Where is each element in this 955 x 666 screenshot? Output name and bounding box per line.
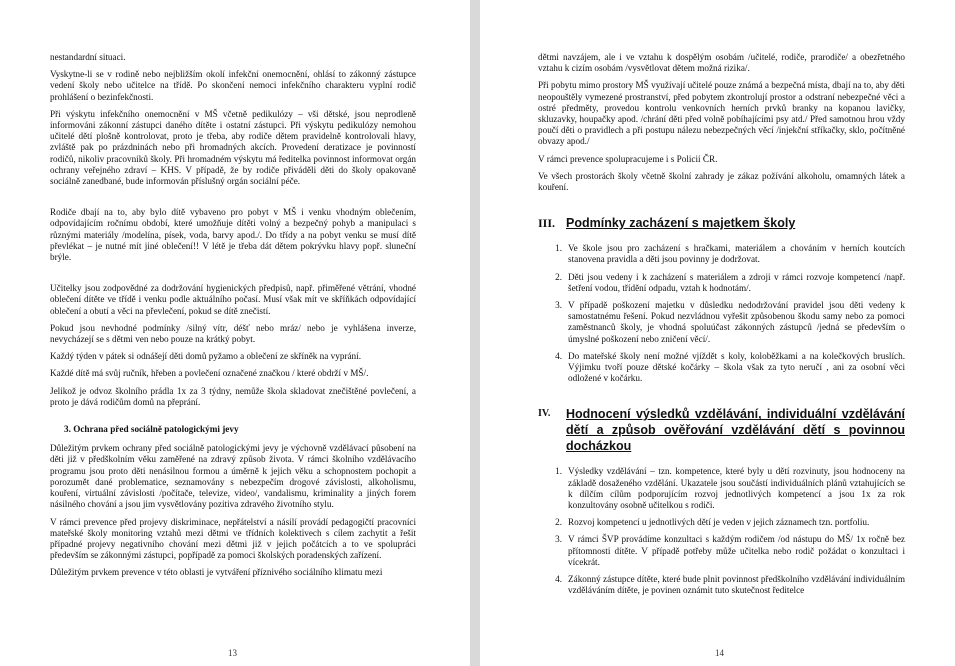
- section-number: IV.: [538, 408, 551, 420]
- list-item: 1. Výsledky vzdělávání – tzn. kompetence, které byly u dětí rozvinuty, jsou hodnoceny na základě dosaženého vzdělání. Ukazatele jsou součástí individuálních plánů vztahujících se k dílčím cílům podporujícím rozvoj jednotlivých kompetencí a jsou 1x za rok konzultovány osobně učitelkou s rodiči.: [555, 466, 905, 511]
- document-page-right: [480, 0, 955, 666]
- paragraph: Jelikož je odvoz školního prádla 1x za 3 týdny, nemůže škola skladovat znečištěné povlečení, a proto je dává rodičům domů na přeprání.: [50, 385, 416, 407]
- paragraph: Ve všech prostorách školy včetně školní zahrady je zákaz požívání alkoholu, omamných látek a kouření.: [538, 170, 905, 193]
- paragraph: Vyskytne-li se v rodině nebo nejbližším okolí infekční onemocnění, ohlásí to zákonný zástupce vedení školy nebo učitelce na třídě. Po skončení nemoci infekčního charakteru vyplní rodič prohlášení o bezinfekčnosti.: [50, 69, 416, 102]
- page-number: 13: [228, 648, 237, 658]
- list-item: 3. V případě poškození majetku v důsledku nedodržování pravidel jsou děti vedeny k samostatnému řešení. Pokud nezvládnou vyřešit způsobenou škodu samy nebo za pomoci zaměstnanců školy, je vhodná spoluúčast zákonných zástupců /jedná se především o úmyslné poškození nebo zničení věcí/.: [555, 300, 905, 344]
- document-page-left: [0, 0, 470, 666]
- numbered-list-property: [538, 243, 905, 384]
- page-right-text-column: [538, 52, 905, 638]
- paragraph: Při pobytu mimo prostory MŠ využívají učitelé pouze známá a bezpečná místa, dbají na to, aby děti neopouštěly vymezené prostranství, před pobytem zkontrolují prostor a odstraní nebezpečné věci a ostré předměty, provedou kontrolu venkovních herních prvků branky na kopanou lavičky, skluzavky, houpačky apod. /chrání děti před volně pobíhajícími psy atd./ Před samotnou hrou vždy poučí děti o pravidlech a při postupu nálezu nebezpečných věcí /injekční stříkačky, sklo, počítněné obvazy apod./: [538, 80, 905, 147]
- paragraph: Důležitým prvkem ochrany před sociálně patologickými jevy je výchovně vzdělávací působení na děti již v předškolním věku zaměřené na zdravý způsob života. V rámci školního vzdělávacího programu jsou proto děti nenásilnou formou a úměrně k jejich věku a schopnostem pochopit a porozumět dané problematice, seznamovány s nebezpečím drogové závislosti, alkoholismu, kouření, virtuální závislosti /počítače, televize, video/, vandalismu, kriminality a jiných forem násilného chování a jsou jim vysvětlovány pozitiva zdravého životního stylu.: [50, 443, 416, 510]
- section-title: Hodnocení výsledků vzdělávání, individuální vzdělávání dětí a způsob ověřování vzdělávání dětí s povinnou docházkou: [566, 407, 905, 454]
- page-number: 14: [715, 648, 724, 658]
- list-item: 4. Do mateřské školy není možné vjíždět s koly, koloběžkami a na kolečkových bruslích. Výjimku tvoří pouze dětské kočárky – škola však za tyto neručí , ani za osobní věci odložené v kočárku.: [555, 350, 905, 384]
- paragraph: Pokud jsou nevhodné podmínky /silný vítr, déšť nebo mráz/ nebo je vyhlášena inverze, nevycházejí se s dětmi ven nebo pouze na krátký pobyt.: [50, 322, 416, 345]
- section-title: Podmínky zacházení s majetkem školy: [566, 216, 796, 231]
- section-heading-evaluation: [538, 406, 905, 454]
- paragraph: Každý týden v pátek si odnášejí děti domů pyžamo a oblečení ze skříněk na vyprání.: [50, 351, 362, 362]
- subheading-social-pathology: 3. Ochrana před sociálně patologickými jevy: [64, 424, 239, 435]
- list-item: 3. V rámci ŠVP provádíme konzultaci s každým rodičem /od nástupu do MŠ/ 1x ročně bez přítomnosti dítěte. V případě potřeby může učitelka nebo rodič požádat o konzultaci i vícekrát.: [555, 534, 905, 567]
- paragraph: nestandardní situaci.: [50, 52, 126, 62]
- paragraph-clothing: Rodiče dbají na to, aby bylo dítě vybaveno pro pobyt v MŠ i venku vhodným oblečením, odpovídajícím ročnímu období, které umožňuje dítěti volný a bezpečný pohyb a manipulaci s různými materiály /modelína, písek, voda, barvy apod./. Do třídy a na pobyt venku se musí dítě převlékat – je nutné mít jiné oblečení!! V létě je třeba dát dětem pokrývku hlavy popř. sluneční brýle.: [50, 207, 416, 263]
- list-item: 4. Zákonný zástupce dítěte, které bude plnit povinnost předškolního vzdělávání individuálním vzděláváním dítěte, je povinen oznámit tuto skutečnost ředitelce: [555, 574, 905, 596]
- numbered-list-evaluation: [538, 466, 905, 596]
- list-item: 2. Rozvoj kompetencí u jednotlivých dětí je veden v jejich záznamech tzn. portfoliu.: [555, 517, 870, 528]
- paragraph: Důležitým prvkem prevence v této oblasti je vytváření příznivého sociálního klimatu mezi: [50, 567, 383, 578]
- paragraph: Učitelky jsou zodpovědné za dodržování hygienických předpisů, např. přiměřené větrání, vhodné oblečení dítěte ve třídě i venku podle aktuálního počasí. Musí však mít ve skříňkách odpovídající oblečení a obutí a věci na převlečení, pokud se dítě znečistí.: [50, 283, 416, 316]
- paragraph: V rámci prevence spolupracujeme i s Policií ČR.: [538, 153, 718, 164]
- section-number: III.: [538, 216, 556, 231]
- paragraph: Každé dítě má svůj ručník, hřeben a povlečení označené značkou / které obdrží v MŠ/.: [50, 368, 369, 379]
- paragraph: dětmi navzájem, ale i ve vztahu k dospělým osobám /učitelé, rodiče, prarodiče/ a obezřetného vztahu k cizím osobám /vysvětlovat dětem možná rizika/.: [538, 52, 905, 74]
- list-item: 1. Ve škole jsou pro zacházení s hračkami, materiálem a chováním v herních koutcích stanovena pravidla a děti jsou povinny je dodržovat.: [555, 243, 905, 265]
- list-item: 2. Děti jsou vedeny i k zacházení s materiálem a zdroji v rámci rozvoje kompetencí /např. šetření vodou, třídění odpadu, vztah k hodnotám/.: [555, 271, 905, 293]
- section-heading-property: [538, 215, 905, 231]
- paragraph: Při výskytu infekčního onemocnění v MŠ včetně pedikulózy – vši dětské, jsou neprodleně informováni zákonní zástupci daného dítěte i ostatní zástupci. Při výskytu pedikulózy nemohou učitelé dětí plošně kontrolovat, proto je třeba, aby rodiče dětem pravidelně kontrolovali hlavy, zvláště pak po prázdninách nebo při hromadných akcích. Provedení deratizace je povinností rodičů, nikoliv pracovníků školy. Při hromadném výskytu má ředitelka povinnost informovat orgán ochrany veřejného zdraví – KHS. V případě, že by rodiče přiváděli děti do školy opakovaně sociálně zanedbané, bude informován příslušný orgán sociální péče.: [50, 108, 416, 187]
- page-left-text-column: [50, 52, 416, 638]
- paragraph: V rámci prevence před projevy diskriminace, nepřátelství a násilí provádí pedagogičtí pracovníci mateřské školy monitoring vztahů mezi dětmi ve třídních kolektivech s cílem zachytit a řešit případné projevy negativního chování mezi dětmi již v jejich počátcích a to ve spolupráci především se zákonnými zástupci, popřípadě za pomoci školských poradenských zařízení.: [50, 516, 416, 561]
